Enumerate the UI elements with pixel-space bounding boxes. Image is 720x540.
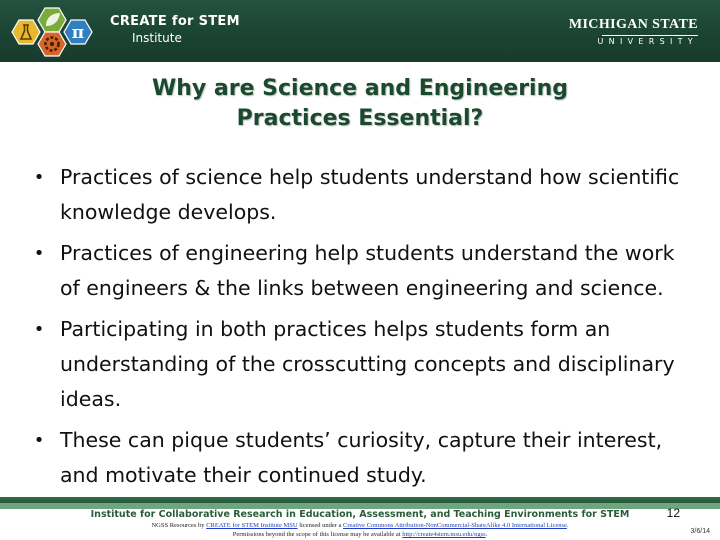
bullet-dot-icon: •: [33, 243, 45, 264]
slide-date: 3/6/14: [690, 528, 710, 535]
university-subtitle: UNIVERSITY: [597, 37, 698, 46]
permissions-line: [0, 531, 720, 538]
permissions-prefix: Permissions beyond the scope of this license may be available at: [232, 531, 403, 538]
slide-title-line-1: Why are Science and Engineering: [151, 76, 569, 101]
permissions-end: .: [485, 531, 488, 538]
slide-title-line-2: Practices Essential?: [236, 106, 484, 131]
brand-title: CREATE for STEM: [110, 14, 240, 29]
create-for-stem-link[interactable]: CREATE for STEM Institute MSU: [206, 522, 298, 529]
license-mid: licensed under a: [297, 522, 344, 529]
slide-number: 12: [666, 506, 680, 520]
leaf-icon: [38, 8, 66, 32]
university-name: MICHIGAN STATE: [568, 17, 698, 32]
slide-title: [60, 74, 660, 134]
bullet-dot-icon: •: [33, 319, 45, 340]
header-banner: [0, 0, 720, 62]
permissions-link[interactable]: http://create4stem.msu.edu/ngss: [402, 531, 486, 538]
brand-subtitle: Institute: [132, 31, 182, 45]
bullet-text: Practices of engineering help students understand the work of engineers & the links between engineering and science.: [60, 241, 675, 300]
bullet-text: Participating in both practices helps students form an understanding of the crosscutting concepts and disciplinary ideas.: [60, 317, 675, 411]
bullet-dot-icon: •: [33, 430, 45, 451]
svg-text:π: π: [71, 23, 85, 43]
flask-icon: [12, 20, 40, 44]
bullet-list: [30, 160, 700, 499]
license-end: .: [566, 522, 569, 529]
bullet-item: [30, 236, 700, 306]
bullet-text: These can pique students’ curiosity, capture their interest, and motivate their continued study.: [60, 428, 663, 487]
create-for-stem-logo: [8, 4, 100, 60]
bullet-dot-icon: •: [33, 167, 45, 188]
bullet-item: [30, 423, 700, 493]
bullet-text: Practices of science help students understand how scientific knowledge develops.: [60, 165, 680, 224]
pi-icon: [64, 20, 92, 44]
gear-icon: [38, 32, 66, 56]
license-line: [0, 522, 720, 529]
institute-name: Institute for Collaborative Research in Education, Assessment, and Teaching Environments for STEM: [90, 509, 630, 520]
creative-commons-link[interactable]: Creative Commons Attribution-NonCommercial-ShareAlike 4.0 International License: [343, 522, 567, 529]
university-divider: [602, 35, 698, 36]
bullet-item: [30, 160, 700, 230]
license-prefix: NGSS Resources by: [151, 522, 207, 529]
bullet-item: [30, 312, 700, 417]
